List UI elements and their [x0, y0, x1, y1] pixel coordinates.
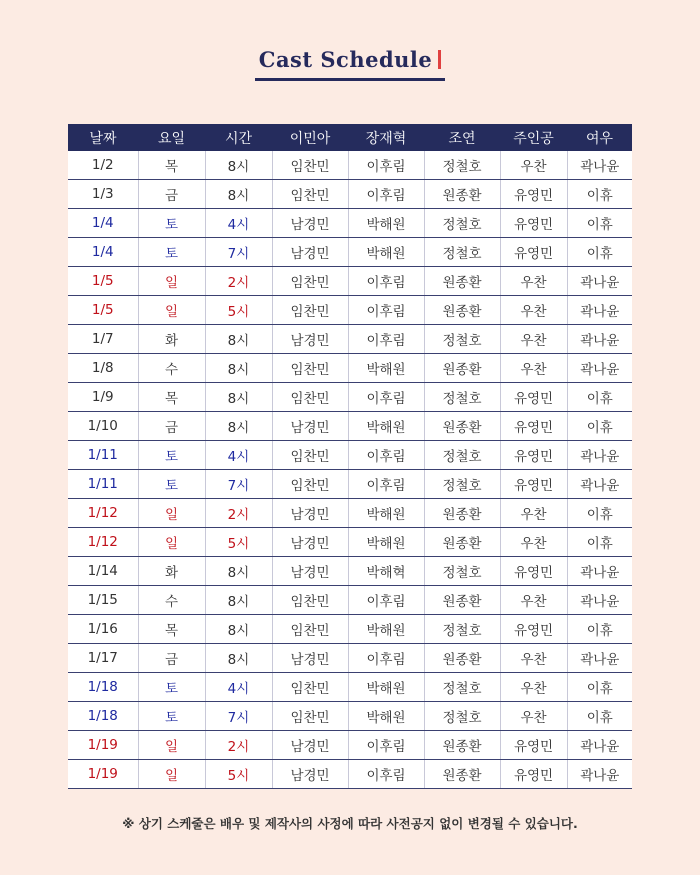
table-row	[68, 412, 632, 441]
cell-time: 4시	[205, 441, 272, 470]
cell-role-5: 곽나윤	[567, 760, 632, 789]
cell-role-3: 원종환	[424, 354, 500, 383]
cell-day: 금	[138, 412, 205, 441]
cell-role-2: 이후림	[348, 470, 424, 499]
cell-role-2: 이후림	[348, 383, 424, 412]
cell-time: 8시	[205, 325, 272, 354]
table-row	[68, 267, 632, 296]
cell-role-2: 박해원	[348, 354, 424, 383]
title-area	[0, 46, 700, 81]
cell-time: 5시	[205, 528, 272, 557]
cell-day: 토	[138, 702, 205, 731]
cell-role-1: 남경민	[272, 325, 348, 354]
cell-role-3: 정철호	[424, 702, 500, 731]
cell-role-2: 박해원	[348, 238, 424, 267]
cell-role-4: 우찬	[500, 267, 567, 296]
cell-date: 1/11	[68, 470, 138, 499]
cell-time: 8시	[205, 412, 272, 441]
cell-role-2: 이후림	[348, 325, 424, 354]
cell-role-2: 박해원	[348, 528, 424, 557]
table-row	[68, 151, 632, 180]
table-row	[68, 441, 632, 470]
cell-role-1: 남경민	[272, 528, 348, 557]
cell-date: 1/12	[68, 499, 138, 528]
cell-day: 일	[138, 296, 205, 325]
cell-role-5: 이휴	[567, 412, 632, 441]
cell-role-5: 곽나윤	[567, 644, 632, 673]
cell-date: 1/11	[68, 441, 138, 470]
table-row	[68, 528, 632, 557]
cell-role-3: 정철호	[424, 209, 500, 238]
cell-role-4: 우찬	[500, 296, 567, 325]
cell-role-4: 유영민	[500, 383, 567, 412]
cell-role-2: 이후림	[348, 180, 424, 209]
cell-role-5: 곽나윤	[567, 731, 632, 760]
table-row	[68, 325, 632, 354]
cell-day: 수	[138, 586, 205, 615]
cell-role-5: 곽나윤	[567, 557, 632, 586]
table-row	[68, 499, 632, 528]
cell-date: 1/19	[68, 731, 138, 760]
cell-role-5: 이휴	[567, 238, 632, 267]
cell-day: 토	[138, 441, 205, 470]
cell-date: 1/5	[68, 267, 138, 296]
cell-role-4: 우찬	[500, 673, 567, 702]
cell-role-5: 곽나윤	[567, 586, 632, 615]
cell-role-3: 원종환	[424, 499, 500, 528]
cell-time: 8시	[205, 354, 272, 383]
cell-role-5: 곽나윤	[567, 441, 632, 470]
cell-role-4: 유영민	[500, 441, 567, 470]
cell-role-2: 박해원	[348, 412, 424, 441]
header-role-1: 이민아	[272, 124, 348, 151]
cell-date: 1/16	[68, 615, 138, 644]
cell-role-1: 임찬민	[272, 615, 348, 644]
cell-date: 1/15	[68, 586, 138, 615]
cell-date: 1/19	[68, 760, 138, 789]
cell-role-1: 임찬민	[272, 702, 348, 731]
cell-role-5: 곽나윤	[567, 325, 632, 354]
cell-date: 1/4	[68, 209, 138, 238]
cell-role-2: 박해원	[348, 499, 424, 528]
cell-date: 1/10	[68, 412, 138, 441]
table-row	[68, 557, 632, 586]
cast-schedule-table	[68, 124, 632, 789]
cell-day: 토	[138, 673, 205, 702]
cell-role-1: 남경민	[272, 557, 348, 586]
table-row	[68, 673, 632, 702]
cell-role-1: 임찬민	[272, 383, 348, 412]
page-title	[255, 46, 446, 81]
cell-role-1: 임찬민	[272, 267, 348, 296]
cell-day: 토	[138, 238, 205, 267]
cell-role-1: 임찬민	[272, 180, 348, 209]
cell-role-4: 우찬	[500, 499, 567, 528]
cell-role-2: 박해원	[348, 615, 424, 644]
table-row	[68, 238, 632, 267]
cell-time: 2시	[205, 499, 272, 528]
cell-role-3: 정철호	[424, 673, 500, 702]
cell-time: 7시	[205, 702, 272, 731]
table-row	[68, 354, 632, 383]
table-row	[68, 615, 632, 644]
cell-role-2: 이후림	[348, 586, 424, 615]
cell-time: 8시	[205, 383, 272, 412]
cell-role-3: 정철호	[424, 325, 500, 354]
cell-role-2: 박해원	[348, 702, 424, 731]
cell-role-4: 유영민	[500, 731, 567, 760]
cell-time: 2시	[205, 267, 272, 296]
table-row	[68, 209, 632, 238]
cell-day: 화	[138, 557, 205, 586]
cell-role-5: 곽나윤	[567, 470, 632, 499]
table-row	[68, 702, 632, 731]
cell-role-3: 정철호	[424, 557, 500, 586]
cell-role-4: 유영민	[500, 615, 567, 644]
cell-role-3: 원종환	[424, 644, 500, 673]
cell-time: 7시	[205, 470, 272, 499]
cell-role-4: 유영민	[500, 412, 567, 441]
header-time: 시간	[205, 124, 272, 151]
cell-role-5: 이휴	[567, 615, 632, 644]
cell-date: 1/14	[68, 557, 138, 586]
cell-role-3: 정철호	[424, 151, 500, 180]
cell-role-1: 남경민	[272, 644, 348, 673]
table-row	[68, 731, 632, 760]
cell-role-5: 곽나윤	[567, 267, 632, 296]
cell-day: 목	[138, 615, 205, 644]
header-role-4: 주인공	[500, 124, 567, 151]
cell-time: 5시	[205, 296, 272, 325]
cell-day: 일	[138, 499, 205, 528]
cell-role-5: 이휴	[567, 528, 632, 557]
table-row	[68, 644, 632, 673]
cell-time: 4시	[205, 209, 272, 238]
cell-date: 1/18	[68, 673, 138, 702]
cell-role-3: 정철호	[424, 383, 500, 412]
cell-role-2: 이후림	[348, 296, 424, 325]
cell-date: 1/12	[68, 528, 138, 557]
cell-role-2: 박해혁	[348, 557, 424, 586]
cell-time: 4시	[205, 673, 272, 702]
cell-day: 토	[138, 209, 205, 238]
cell-date: 1/5	[68, 296, 138, 325]
cell-time: 8시	[205, 180, 272, 209]
cell-date: 1/3	[68, 180, 138, 209]
cell-role-1: 임찬민	[272, 151, 348, 180]
cell-role-3: 원종환	[424, 267, 500, 296]
cell-date: 1/8	[68, 354, 138, 383]
header-date: 날짜	[68, 124, 138, 151]
page-title-text: Cast Schedule	[258, 47, 433, 72]
cell-role-3: 정철호	[424, 441, 500, 470]
cell-role-2: 이후림	[348, 731, 424, 760]
cell-role-3: 원종환	[424, 412, 500, 441]
cell-day: 금	[138, 180, 205, 209]
table-row	[68, 586, 632, 615]
cell-role-3: 원종환	[424, 296, 500, 325]
cell-role-5: 이휴	[567, 499, 632, 528]
cell-day: 토	[138, 470, 205, 499]
cell-role-1: 임찬민	[272, 586, 348, 615]
header-role-5: 여우	[567, 124, 632, 151]
cell-role-5: 이휴	[567, 209, 632, 238]
title-accent-bar	[438, 50, 441, 69]
table-row	[68, 180, 632, 209]
schedule-note: ※ 상기 스케줄은 배우 및 제작사의 사정에 따라 사전공지 없이 변경될 수 있습니다.	[122, 816, 578, 831]
cell-day: 일	[138, 760, 205, 789]
cell-time: 8시	[205, 615, 272, 644]
cell-date: 1/17	[68, 644, 138, 673]
cell-role-4: 우찬	[500, 354, 567, 383]
cell-role-2: 이후림	[348, 267, 424, 296]
cell-role-4: 우찬	[500, 325, 567, 354]
cell-time: 5시	[205, 760, 272, 789]
cell-role-4: 유영민	[500, 209, 567, 238]
cell-role-1: 남경민	[272, 412, 348, 441]
cell-role-4: 우찬	[500, 151, 567, 180]
cell-role-2: 이후림	[348, 760, 424, 789]
cell-role-5: 이휴	[567, 673, 632, 702]
cell-time: 8시	[205, 557, 272, 586]
cell-role-1: 임찬민	[272, 441, 348, 470]
cell-role-1: 임찬민	[272, 296, 348, 325]
cell-role-4: 유영민	[500, 470, 567, 499]
cell-date: 1/2	[68, 151, 138, 180]
cell-role-2: 이후림	[348, 644, 424, 673]
cell-role-3: 원종환	[424, 586, 500, 615]
cell-role-1: 임찬민	[272, 673, 348, 702]
cell-time: 8시	[205, 586, 272, 615]
header-role-2: 장재혁	[348, 124, 424, 151]
cell-time: 8시	[205, 644, 272, 673]
cell-day: 목	[138, 383, 205, 412]
cell-time: 8시	[205, 151, 272, 180]
cell-day: 일	[138, 528, 205, 557]
cell-time: 7시	[205, 238, 272, 267]
cell-time: 2시	[205, 731, 272, 760]
cell-role-5: 곽나윤	[567, 151, 632, 180]
cell-role-3: 정철호	[424, 470, 500, 499]
cell-day: 금	[138, 644, 205, 673]
table-row	[68, 760, 632, 789]
cell-role-3: 원종환	[424, 180, 500, 209]
cell-role-4: 우찬	[500, 586, 567, 615]
cell-role-4: 우찬	[500, 528, 567, 557]
cell-role-1: 남경민	[272, 731, 348, 760]
table-row	[68, 296, 632, 325]
cell-date: 1/7	[68, 325, 138, 354]
cell-role-2: 이후림	[348, 441, 424, 470]
cell-role-3: 원종환	[424, 528, 500, 557]
cell-day: 일	[138, 731, 205, 760]
cell-role-5: 곽나윤	[567, 296, 632, 325]
header-day: 요일	[138, 124, 205, 151]
cell-day: 수	[138, 354, 205, 383]
cell-role-1: 남경민	[272, 499, 348, 528]
cell-role-2: 박해원	[348, 209, 424, 238]
cell-day: 목	[138, 151, 205, 180]
cell-role-5: 이휴	[567, 383, 632, 412]
cell-role-3: 정철호	[424, 615, 500, 644]
cell-role-1: 남경민	[272, 760, 348, 789]
cell-role-1: 임찬민	[272, 354, 348, 383]
table-row	[68, 383, 632, 412]
cell-role-5: 이휴	[567, 180, 632, 209]
cell-role-3: 정철호	[424, 238, 500, 267]
cell-role-1: 임찬민	[272, 470, 348, 499]
cell-role-5: 곽나윤	[567, 354, 632, 383]
cell-role-4: 유영민	[500, 238, 567, 267]
cell-role-4: 유영민	[500, 760, 567, 789]
table-body	[68, 151, 632, 789]
cell-role-3: 원종환	[424, 760, 500, 789]
cell-role-1: 남경민	[272, 238, 348, 267]
cell-date: 1/9	[68, 383, 138, 412]
cell-role-4: 우찬	[500, 644, 567, 673]
cell-role-2: 이후림	[348, 151, 424, 180]
cell-role-3: 원종환	[424, 731, 500, 760]
cell-role-4: 유영민	[500, 180, 567, 209]
cell-day: 화	[138, 325, 205, 354]
cell-date: 1/18	[68, 702, 138, 731]
cell-role-2: 박해원	[348, 673, 424, 702]
cell-role-4: 유영민	[500, 557, 567, 586]
cell-role-4: 우찬	[500, 702, 567, 731]
cell-role-5: 이휴	[567, 702, 632, 731]
cell-day: 일	[138, 267, 205, 296]
cell-date: 1/4	[68, 238, 138, 267]
table-row	[68, 470, 632, 499]
table-header-row	[68, 124, 632, 151]
cell-role-1: 남경민	[272, 209, 348, 238]
header-role-3: 조연	[424, 124, 500, 151]
